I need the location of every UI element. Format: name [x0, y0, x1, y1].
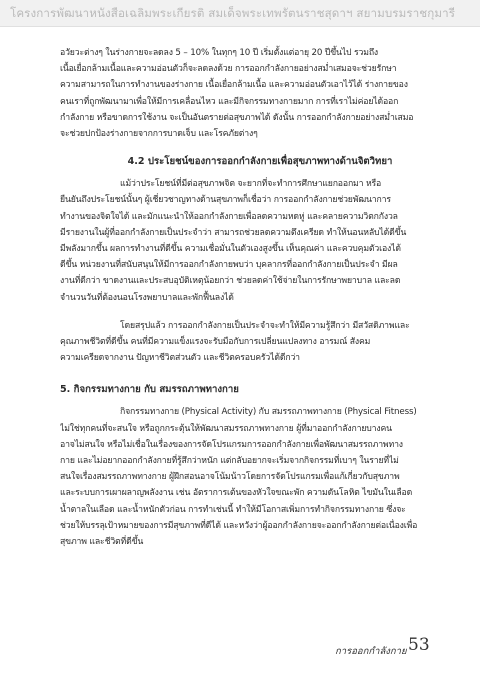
text-line: สนใจเรื่องสมรรถภาพทางกาย ผู้ฝึกสอนอาจโน้มน้าวโดยการจัดโปรแกรมเพื่อแก้เกี่ยวกับสุขภาพ	[60, 472, 400, 483]
text-line: เนื้อเยื่อกล้ามเนื้อและความอ่อนตัวก็จะลดลงด้วย การออกกำลังกายอย่างสม่ำเสมอจะช่วยรักษา	[60, 64, 397, 75]
text-line: คุณภาพชีวิตที่ดีขึ้น คนที่มีความแข็งแรงจะรับมือกับการเปลี่ยนแปลงทาง อารมณ์ สังคม	[60, 337, 371, 348]
section-heading-4-2: 4.2 ประโยชน์ของการออกกำลังกายเพื่อสุขภาพทางด้านจิตวิทยา	[127, 156, 393, 168]
paragraph-psychological-benefits	[60, 176, 460, 306]
text-line: คนเราที่ถูกพัฒนามาเพื่อให้มีการเคลื่อนไหว และมีกิจกรรมทางกายมาก การที่เราไม่ค่อยได้ออก	[60, 96, 399, 107]
text-line: และระบบการเผาผลาญพลังงาน เช่น อัตราการเต้นของหัวใจขณะพัก ความดันโลหิต ไขมันในเลือด	[60, 488, 413, 499]
text-line: งานที่ดีกว่า ขาดงานและประสบอุบัติเหตุน้อยกว่า ช่วยลดค่าใช้จ่ายในการรักษาพยาบาล และลด	[60, 276, 401, 287]
text-line: ดีขึ้น หน่วยงานที่สนับสนุนให้มีการออกกำลังกายพบว่า บุคลากรที่ออกกำลังกายเป็นประจำ มีผล	[60, 260, 398, 271]
page-body	[60, 45, 460, 550]
section-heading-5: 5. กิจกรรมทางกาย กับ สมรรถภาพทางกาย	[60, 384, 239, 396]
text-line: กำลังกาย หรือขาดการใช้งาน จะเป็นอันตรายต่อสุขภาพได้ ดังนั้น การออกกำลังกายอย่างสม่ำเสมอ	[60, 112, 414, 123]
text-line: โดยสรุปแล้ว การออกกำลังกายเป็นประจำจะทำให้มีความรู้สึกว่า มีสวัสดิภาพและ	[120, 320, 410, 331]
text-line: มีพลังมากขึ้น ผลการทำงานที่ดีขึ้น ความเชื่อมั่นในตัวเองสูงขึ้น เห็นคุณค่า และควบคุมตัวเองได้	[60, 244, 401, 255]
text-line: ช่วยให้บรรลุเป้าหมายของการมีสุขภาพที่ดีได้ และหวังว่าผู้ออกกำลังกายจะออกกำลังกายต่อเนื่องเพื่อ	[60, 520, 418, 531]
text-line: ทำงานของจิตใจได้ และมักแนะนำให้ออกกำลังกายเพื่อลดความหดหู่ และคลายความวิตกกังวล	[60, 211, 398, 222]
paragraph-intro	[60, 45, 460, 142]
text-line: ไม่ใช่ทุกคนที่จะสนใจ หรือถูกกระตุ้นให้พัฒนาสมรรถภาพทางกาย ผู้ที่มาออกกำลังกายบางคน	[60, 423, 392, 434]
text-line: น้ำตาลในเลือด และน้ำหนักตัวก่อน การทำเช่นนี้ ทำให้มีโอกาสเพิ่มการทำกิจกรรมทางกาย ซึ่งจะ	[60, 504, 406, 515]
text-line: อาจไม่สนใจ หรือไม่เชื่อในเรื่องของการจัดโปรแกรมการออกกำลังกายเพื่อพัฒนาสมรรถภาพทาง	[60, 439, 403, 450]
text-line: ความสามารถในการทำงานของร่างกาย เนื้อเยื่อกล้ามเนื้อ และความอ่อนตัวเอาไว้ได้ ร่างกายของ	[60, 80, 408, 91]
text-line: มีรายงานในผู้ที่ออกกำลังกายเป็นประจำว่า สามารถช่วยลดความตึงเครียด ทำให้นอนหลับได้ดีขึ้น	[60, 227, 407, 238]
text-line: ยืนยันถึงประโยชน์นั้นๆ ผู้เชี่ยวชาญทางด้านสุขภาพก็เชื่อว่า การออกกำลังกายช่วยพัฒนาการ	[60, 195, 391, 206]
text-line: อวัยวะต่างๆ ในร่างกายจะลดลง 5 – 10% ในทุกๆ 10 ปี เริ่มตั้งแต่อายุ 20 ปีขึ้นไป รวมถึง	[60, 48, 379, 58]
text-line: กิจกรรมทางกาย (Physical Activity) กับ สมรรถภาพทางกาย (Physical Fitness)	[120, 407, 417, 418]
running-header	[0, 0, 480, 27]
paragraph-physical-activity	[60, 404, 460, 550]
page-number: 53	[408, 635, 430, 655]
text-line: สุขภาพ และชีวิตที่ดีขึ้น	[60, 537, 144, 548]
text-line: แม้ว่าประโยชน์ที่มีต่อสุขภาพจิต จะยากที่จะทำการศึกษาแยกออกมา หรือ	[120, 179, 382, 190]
footer-section-title: การออกกำลังกาย	[335, 646, 407, 657]
running-title: โครงการพัฒนาหนังสือเฉลิมพระเกียรติ สมเด็จพระเทพรัตนราชสุดาฯ สยามบรมราชกุมารี	[10, 6, 456, 20]
text-line: จะช่วยปกป้องร่างกายจากการบาดเจ็บ และโรคภัยต่างๆ	[60, 129, 258, 140]
text-line: จำนวนวันที่ต้องนอนโรงพยาบาลและพักฟื้นลงได้	[60, 292, 234, 303]
paragraph-summary	[60, 318, 460, 367]
text-line: ความเครียดจากงาน ปัญหาชีวิตส่วนตัว และชีวิตครอบครัวได้ดีกว่า	[60, 353, 300, 364]
text-line: กาย และไม่อยากออกกำลังกายที่รู้สึกว่าหนัก แต่กลับอยากจะเริ่มจากกิจกรรมที่เบาๆ ในรายที่ไม่	[60, 456, 399, 467]
